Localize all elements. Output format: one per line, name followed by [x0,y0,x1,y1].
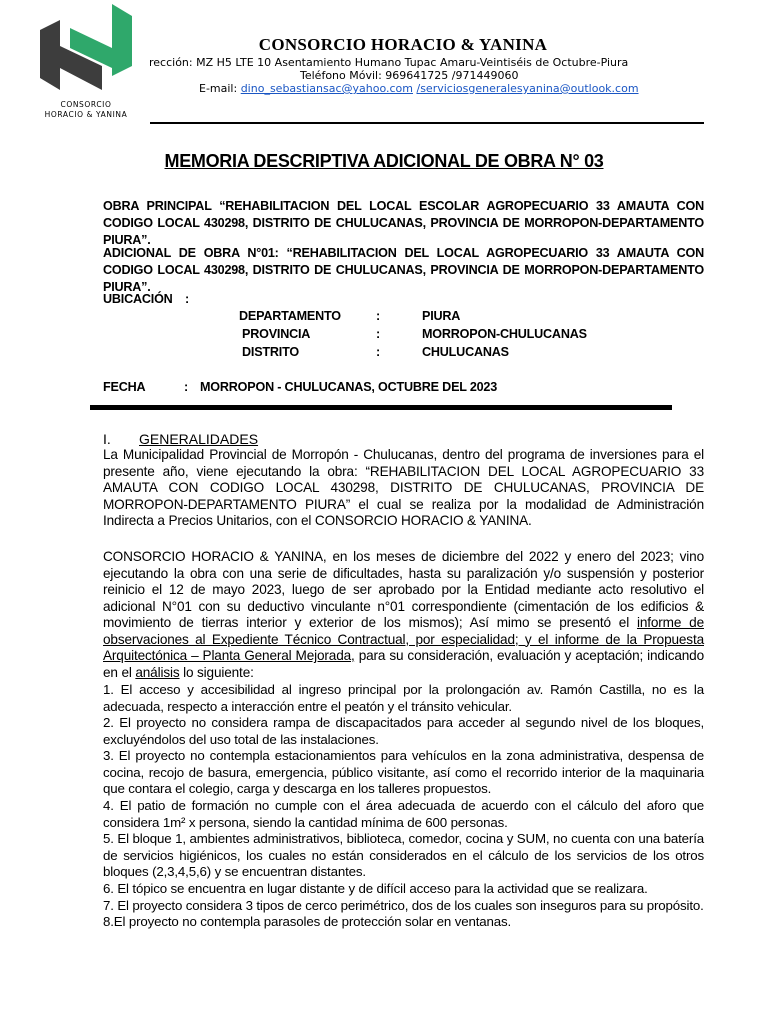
underlined-reports: informe de observaciones al Expediente Técnico Contractual, por especialidad; y el informe de la Propuesta Arquitectónica – Planta General Mejorada, [103,615,704,663]
paragraph-text: para su consideración, evaluación y aceptación; indicando en el [103,648,704,680]
email-label: E-mail: [199,82,241,95]
obra-principal: OBRA PRINCIPAL “REHABILITACION DEL LOCAL ESCOLAR AGROPECUARIO 33 AMAUTA CON CODIGO LOCAL 430298, DISTRITO DE CHULUCANAS, PROVINCIA DE MORROPON-DEPARTAMENTO PIURA”. [103,199,704,247]
fecha-label: FECHA [103,380,146,394]
section-title: GENERALIDADES [139,431,259,447]
list-item: 7. El proyecto considera 3 tipos de cerco perimétrico, dos de los cuales son inseguros para su propósito. [103,898,704,913]
fecha-value: MORROPON - CHULUCANAS, OCTUBRE DEL 2023 [200,380,498,394]
list-item: 3. El proyecto no contempla estacionamientos para vehículos en la zona administrativa, despensa de cocina, recojo de basura, emergencia, público visitante, así como el recorrido interior de la maquinaria que contara el colegio, carga y descarga en los talleres propuestos. [103,748,704,796]
paragraph-intro: La Municipalidad Provincial de Morropón - Chulucanas, dentro del programa de inversiones para el presente año, viene ejecutando la obra: “REHABILITACION DEL LOCAL AGROPECUARIO 33 AMAUTA CON CODIGO LOCAL 430298, DISTRITO DE CHULUCANAS, PROVINCIA DE MORROPON-DEPARTAMENTO PIURA” el cual se realiza por la modalidad de Administración Indirecta a Precios Unitarios, con el CONSORCIO HORACIO & YANINA. [103,447,704,528]
logo-left-bar [40,20,60,90]
ubicacion-label: UBICACIÓN [103,292,173,306]
email-link-1[interactable]: dino_sebastiansac@yahoo.com [240,82,413,95]
location-colon: : [376,345,380,359]
list-item: 1. El acceso y accesibilidad al ingreso principal por la prolongación av. Ramón Castilla, no es la adecuada, respecto a interacción entre el peatón y el tránsito vehicular. [103,682,704,714]
location-value-provincia: MORROPON-CHULUCANAS [422,327,587,341]
location-colon: : [376,327,380,341]
logo-right-bar [112,4,132,76]
underlined-analisis: análisis [135,664,180,680]
logo-caption-line1: CONSORCIO [60,100,112,109]
location-label-departamento: DEPARTAMENTO [239,309,341,323]
list-item: 4. El patio de formación no cumple con el área adecuada de acuerdo con el cálculo del aforo que considera 1m² x persona, siendo la cantidad mínima de 600 personas. [103,798,704,830]
header-address: rección: MZ H5 LTE 10 Asentamiento Humano Tupac Amaru-Veintiséis de Octubre-Piura [149,56,629,69]
location-label-provincia: PROVINCIA [242,327,311,341]
company-logo [40,4,132,90]
location-value-distrito: CHULUCANAS [422,345,509,359]
fecha-colon: : [184,380,188,394]
ubicacion-colon: : [185,292,189,306]
header-email [199,82,639,95]
section-divider [90,405,672,410]
logo-caption-line2: HORACIO & YANINA [44,110,128,119]
paragraph-consorcio [103,549,704,681]
email-link-2[interactable]: /serviciosgeneralesyanina@outlook.com [416,82,639,95]
list-item: 6. El tópico se encuentra en lugar distante y de difícil acceso para la actividad que se realizara. [103,881,648,896]
list-item: 5. El bloque 1, ambientes administrativos, biblioteca, comedor, cocina y SUM, no cuenta con una batería de servicios higiénicos, los cuales no están considerados en el cálculo de los servicios de los otros bloques (2,3,4,5,6) y se encuentran distantes. [103,831,704,879]
list-item: 2. El proyecto no considera rampa de discapacitados para acceder al segundo nivel de los bloques, excluyéndolos del uso total de las instalaciones. [103,715,704,747]
section-number: I. [103,431,111,447]
document-title: MEMORIA DESCRIPTIVA ADICIONAL DE OBRA N° 03 [164,151,604,171]
location-value-departamento: PIURA [422,309,461,323]
paragraph-text: lo siguiente: [179,664,254,680]
company-name: CONSORCIO HORACIO & YANINA [258,35,548,54]
location-label-distrito: DISTRITO [242,345,299,359]
list-item: 8.El proyecto no contempla parasoles de protección solar en ventanas. [103,914,512,929]
header-divider [150,122,704,124]
paragraph-text: CONSORCIO HORACIO & YANINA, en los meses de diciembre del 2022 y enero del 2023; vino ejecutando la obra con una serie de dificultades, hasta su paralización y/o suspensión y posterior reinicio el 12 de mayo 2023, luego de ser aprobado por la Entidad mediante acto resolutivo el adicional N°01 con su deductivo vinculante n°01 correspondiente (cimentación de los edificios & movimiento de tierras interior y exterior de los mismos); Así mimo se presentó el [103,549,704,630]
adicional-obra: ADICIONAL DE OBRA N°01: “REHABILITACION DEL LOCAL AGROPECUARIO 33 AMAUTA CON CODIGO LOCAL 430298, DISTRITO DE CHULUCANAS, PROVINCIA DE MORROPON-DEPARTAMENTO PIURA”. [103,246,704,294]
header-phone: Teléfono Móvil: 969641725 /971449060 [300,69,519,82]
location-colon: : [376,309,380,323]
